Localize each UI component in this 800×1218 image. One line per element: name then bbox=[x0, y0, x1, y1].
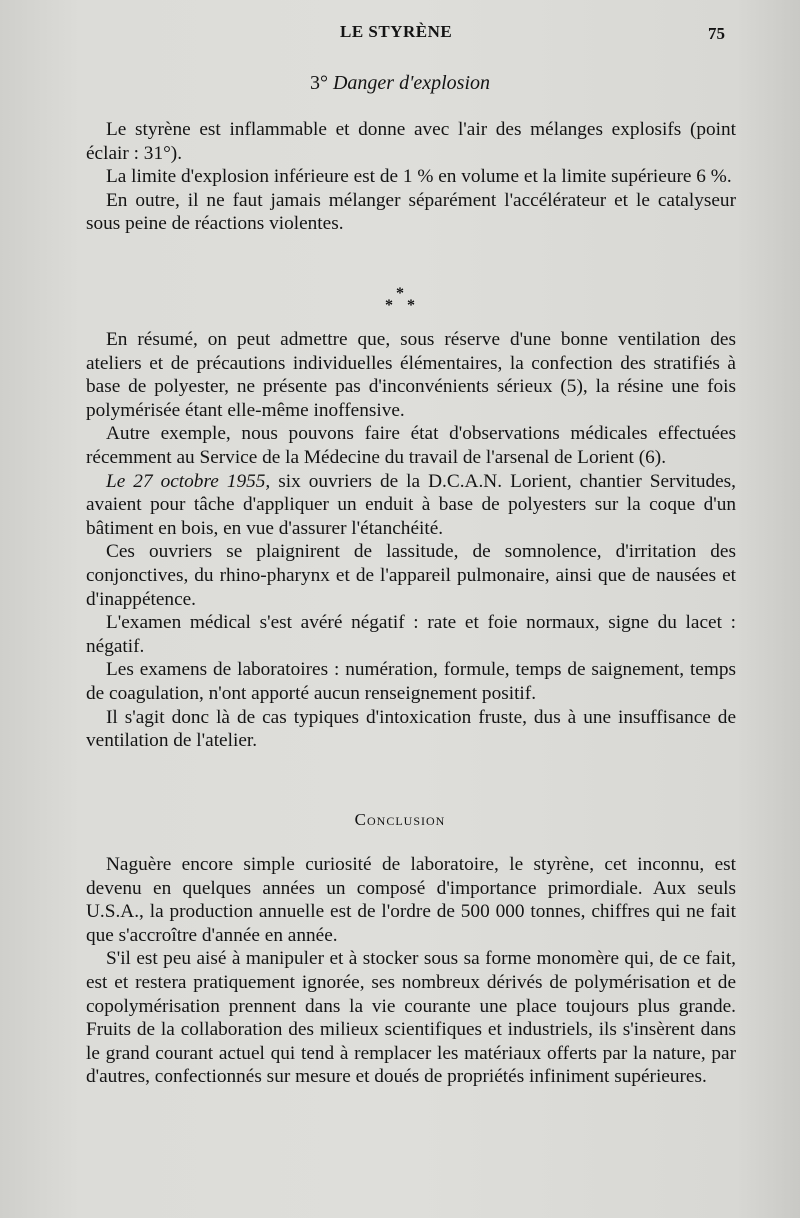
paragraph: Il s'agit donc là de cas typiques d'intoxication fruste, dus à une insuffisance de ventilation de l'atelier. bbox=[86, 706, 736, 752]
running-title: LE STYRÈNE bbox=[340, 22, 453, 41]
paragraph: S'il est peu aisé à manipuler et à stocker sous sa forme monomère qui, de ce fait, est et restera pratiquement ignorée, ses nombreux dérivés de polymérisation et de copolymérisation prennent dans la vie courante une place toujours plus grande. Fruits de la collaboration des milieux scientifiques et industriels, ils s'insèrent dans le grand courant actuel qui tend à remplacer les matériaux offerts par la nature, par d'autres, confectionnés sur mesure et doués de propriétés infiniment supérieures. bbox=[86, 948, 736, 1088]
paragraph: La limite d'explosion inférieure est de 1 % en volume et la limite supérieure 6 %. bbox=[106, 166, 732, 188]
conclusion-text-block bbox=[86, 853, 736, 1089]
explosion-text-block bbox=[86, 118, 736, 236]
section-number: 3° bbox=[309, 72, 328, 94]
paragraph: Ces ouvriers se plaignirent de lassitude, de somnolence, d'irritation des conjonctives, du rhino-pharynx et de l'appareil pulmonaire, ainsi que de nausées et d'inappétence. bbox=[86, 541, 736, 610]
page-number: 75 bbox=[708, 24, 725, 43]
paragraph: En résumé, on peut admettre que, sous réserve d'une bonne ventilation des ateliers et de précautions individuelles élémentaires, la confection des stratifiés à base de polyester, ne présente pas d'inconvénients sérieux (5), la résine une fois polymérisée étant elle-même inoffensive. bbox=[86, 329, 736, 421]
separator-star-bottom: ** bbox=[385, 297, 429, 314]
paragraph: Les examens de laboratoires : numération, formule, temps de saignement, temps de coagulation, n'ont apporté aucun renseignement positif. bbox=[86, 659, 736, 704]
summary-text-block bbox=[86, 328, 736, 753]
conclusion-heading: Conclusion bbox=[354, 810, 446, 829]
running-head bbox=[0, 22, 800, 52]
section-title-text: Danger d'explosion bbox=[332, 72, 491, 94]
paragraph: L'examen médical s'est avéré négatif : rate et foie normaux, signe du lacet : négatif. bbox=[86, 612, 736, 657]
section-title bbox=[0, 72, 800, 95]
separator-star-top: * bbox=[396, 285, 404, 302]
paragraph bbox=[86, 470, 736, 541]
paragraph: En outre, il ne faut jamais mélanger séparément l'accélérateur et le catalyseur sous peine de réactions violentes. bbox=[86, 189, 736, 235]
paragraph: Autre exemple, nous pouvons faire état d'observations médicales effectuées récemment au Service de la Médecine du travail de l'arsenal de Lorient (6). bbox=[86, 423, 736, 468]
paragraph-rest: six ouvriers de la D.C.A.N. Lorient, chantier Servitudes, avaient pour tâche d'appliquer un enduit à base de polyesters sur la coque d'un bâtiment en bois, en vue d'assurer l'étanchéité. bbox=[86, 470, 736, 539]
date-italic: Le 27 octobre 1955, bbox=[106, 470, 271, 492]
paragraph: Le styrène est inflammable et donne avec l'air des mélanges explosifs (point éclair : 31°). bbox=[86, 119, 736, 164]
paragraph: Naguère encore simple curiosité de laboratoire, le styrène, cet inconnu, est devenu en quelques années un composé d'importance primordiale. Aux seuls U.S.A., la production annuelle est de l'ordre de 500 000 tonnes, chiffres qui ne fait que s'accroître d'année en année. bbox=[86, 854, 736, 946]
